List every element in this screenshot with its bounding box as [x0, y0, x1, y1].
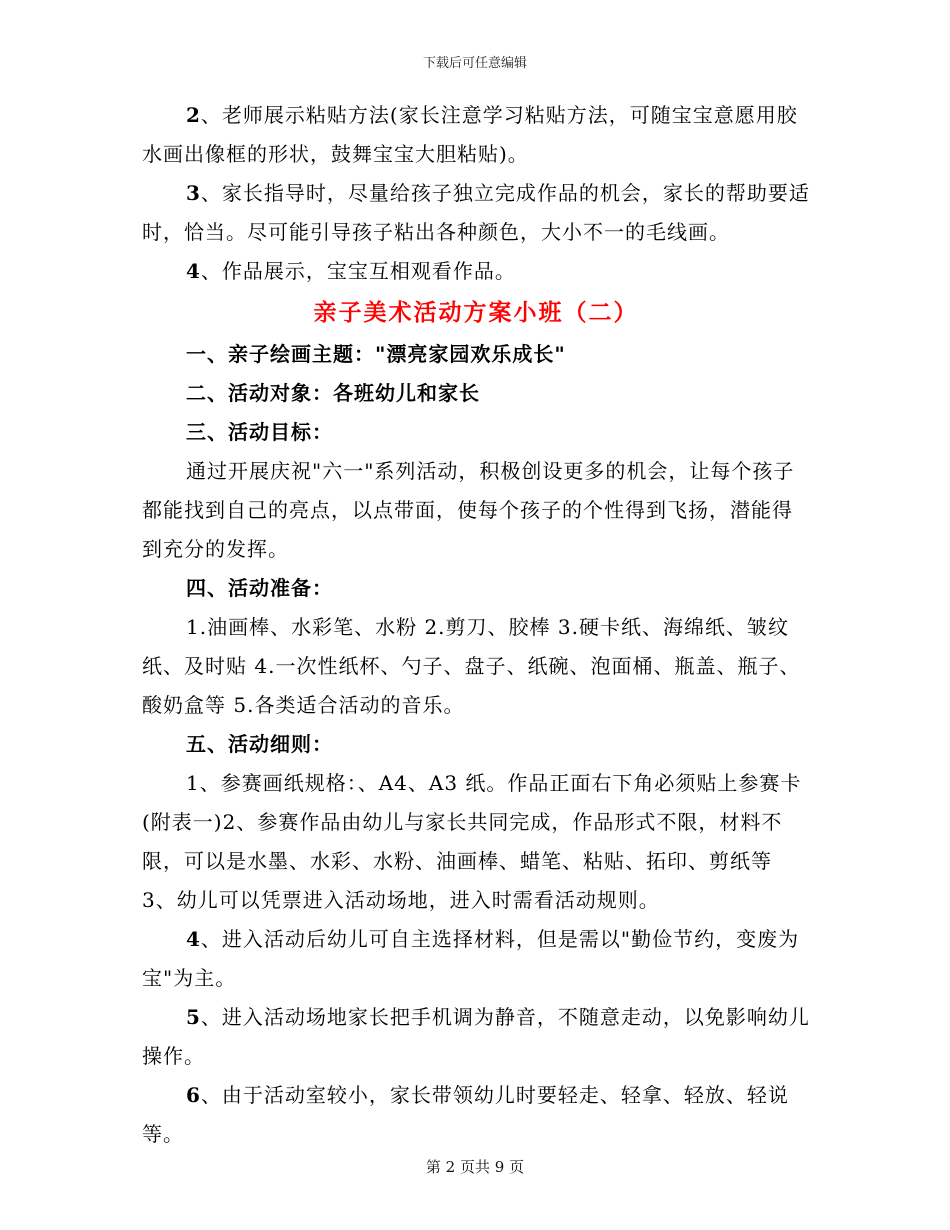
- intro-item-4: [142, 252, 810, 291]
- item-text: 、家长指导时，尽量给孩子独立完成作品的机会，家长的帮助要适时，恰当。尽可能引导孩子粘出各种颜色，大小不一的毛线画。: [142, 181, 810, 244]
- item-text: 、进入活动后幼儿可自主选择材料，但是需以"勤俭节约，变废为宝"为主。: [142, 927, 800, 990]
- item-number: 4: [186, 259, 201, 283]
- heading-rules: 五、活动细则：: [186, 732, 333, 756]
- intro-item-3: [142, 174, 810, 252]
- rule-item-1: [142, 764, 810, 920]
- goal-paragraph: 通过开展庆祝"六一"系列活动，积极创设更多的机会，让每个孩子都能找到自己的亮点，以点带面，使每个孩子的个性得到飞扬，潜能得到充分的发挥。: [142, 459, 795, 561]
- page-footer: 第 2 页共 9 页: [425, 1158, 525, 1176]
- item-number: 4: [186, 927, 201, 951]
- prep-paragraph: 1.油画棒、水彩笔、水粉 2.剪刀、胶棒 3.硬卡纸、海绵纸、皱纹纸、及时贴 4.一次性纸杯、勺子、盘子、纸碗、泡面桶、瓶盖、瓶子、酸奶盒等 5.各类适合活动的音乐。: [142, 615, 801, 717]
- item-text: 、老师展示粘贴方法(家长注意学习粘贴方法，可随宝宝意愿用胶水画出像框的形状，鼓舞宝宝大胆粘贴)。: [142, 103, 798, 166]
- item-text: 、参赛画纸规格：、A4、A3 纸。作品正面右下角必须贴上参赛卡(附表一)2、参赛作品由幼儿与家长共同完成，作品形式不限，材料不限，可以是水墨、水彩、水粉、油画棒、蜡笔、粘贴、拓印、剪纸等 3、幼儿可以凭票进入活动场地，进入时需看活动规则。: [142, 771, 802, 912]
- heading-prep: 四、活动准备：: [186, 576, 333, 600]
- document-body: [142, 96, 810, 1154]
- heading-theme: 一、亲子绘画主题："漂亮家园欢乐成长": [186, 342, 566, 366]
- item-number: 6: [186, 1083, 201, 1107]
- item-number: 3: [186, 181, 201, 205]
- item-text: 、由于活动室较小，家长带领幼儿时要轻走、轻拿、轻放、轻说等。: [142, 1083, 789, 1146]
- heading-goal: 三、活动目标：: [186, 420, 333, 444]
- item-text: 、进入活动场地家长把手机调为静音，不随意走动，以免影响幼儿操作。: [142, 1005, 810, 1068]
- rule-item-4: [142, 920, 810, 998]
- rule-item-5: [142, 998, 810, 1076]
- heading-target: 二、活动对象：各班幼儿和家长: [186, 381, 480, 405]
- item-text: 、作品展示，宝宝互相观看作品。: [200, 259, 516, 283]
- intro-item-2: [142, 96, 810, 174]
- item-number: 2: [186, 103, 201, 127]
- item-number: 1: [186, 771, 200, 795]
- section-title: 亲子美术活动方案小班（二）: [313, 299, 639, 326]
- rule-item-6: [142, 1076, 810, 1154]
- page-header: 下载后可任意编辑: [422, 56, 527, 71]
- item-number: 5: [186, 1005, 201, 1029]
